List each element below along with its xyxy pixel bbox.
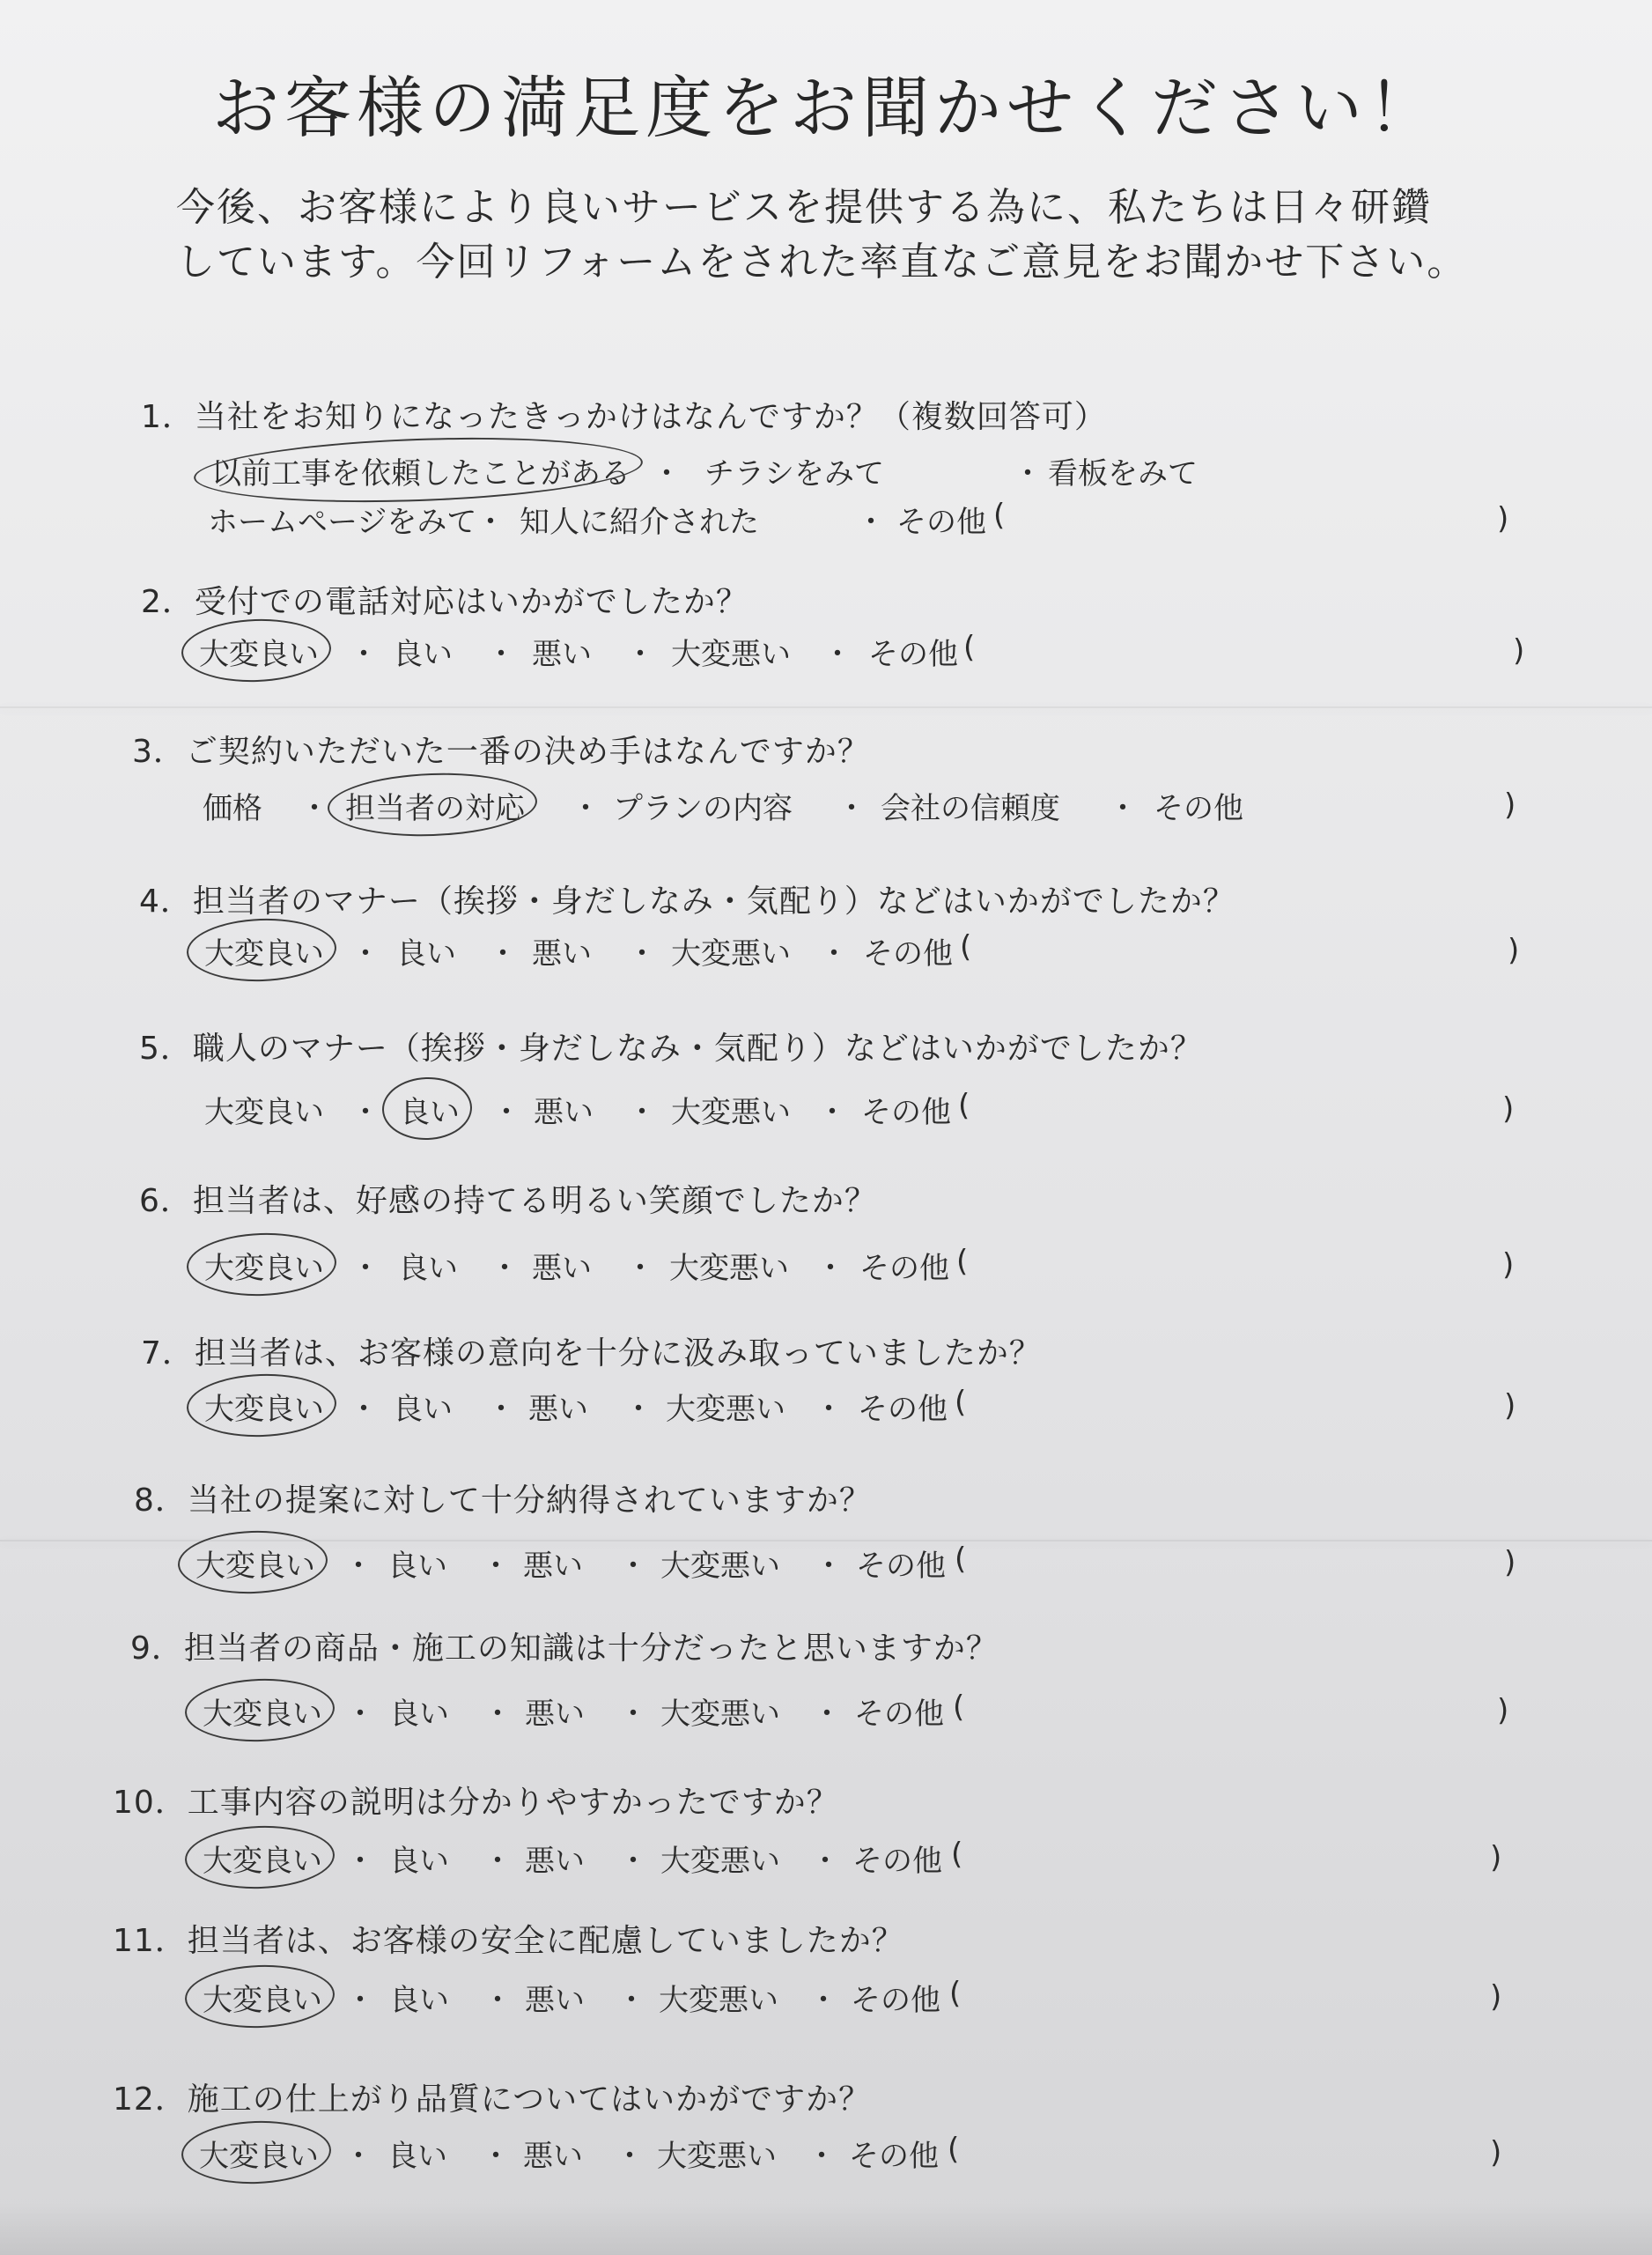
separator-dot: ・ — [615, 2139, 645, 2174]
question-10-option[interactable]: 悪い — [525, 1844, 585, 1879]
question-2-label: 2．受付での電話対応はいかがでしたか？ — [141, 584, 749, 620]
question-10-option-selected[interactable]: 大変良い — [203, 1837, 322, 1880]
separator-dot: ・ — [345, 1983, 375, 2018]
separator-dot: ・ — [652, 456, 682, 492]
question-11-option[interactable]: 良い — [389, 1983, 449, 2018]
question-9-option[interactable]: 悪い — [525, 1697, 585, 1732]
question-6-option[interactable]: 大変悪い — [669, 1251, 789, 1286]
question-11-option-selected[interactable]: 大変良い — [203, 1976, 322, 2019]
paren-open: ( — [955, 1385, 967, 1420]
separator-dot: ・ — [350, 936, 380, 972]
separator-dot: ・ — [350, 1251, 380, 1286]
separator-dot: ・ — [343, 2139, 373, 2174]
question-3-option[interactable]: 会社の信頼度 — [881, 791, 1060, 826]
separator-dot: ・ — [483, 1983, 513, 2018]
paren-close: ) — [1502, 1091, 1515, 1127]
question-8-option[interactable]: 大変悪い — [660, 1549, 780, 1584]
question-4-option[interactable]: 良い — [396, 936, 456, 972]
intro-text — [176, 181, 1550, 290]
question-1-option[interactable]: チラシをみて — [704, 456, 884, 492]
question-5-label: 5．職人のマナー（挨拶・身だしなみ・気配り）などはいかがでしたか？ — [139, 1031, 1203, 1067]
question-3-label: 3．ご契約いただいた一番の決め手はなんですか？ — [132, 734, 870, 770]
question-2-option-selected[interactable]: 大変良い — [199, 630, 319, 673]
question-3-option[interactable]: その他 — [1154, 791, 1243, 826]
separator-dot: ・ — [817, 1095, 847, 1130]
separator-dot: ・ — [486, 637, 516, 672]
question-7-option[interactable]: その他 — [858, 1392, 948, 1427]
question-9-option[interactable]: 良い — [389, 1697, 449, 1732]
separator-dot: ・ — [571, 791, 601, 826]
paren-close: ) — [1497, 501, 1509, 536]
separator-dot: ・ — [483, 1697, 513, 1732]
paren-open: ( — [958, 1088, 970, 1123]
question-8-option[interactable]: 良い — [387, 1549, 447, 1584]
paren-open: ( — [956, 1244, 969, 1279]
question-4-option-selected[interactable]: 大変良い — [204, 929, 324, 972]
separator-dot: ・ — [481, 2139, 511, 2174]
question-8-option[interactable]: その他 — [856, 1549, 946, 1584]
question-7-option[interactable]: 悪い — [528, 1392, 588, 1427]
question-1-option[interactable]: 看板をみて — [1048, 456, 1198, 492]
question-7-option[interactable]: 大変悪い — [666, 1392, 785, 1427]
paren-close: ) — [1508, 933, 1520, 968]
separator-dot: ・ — [616, 1983, 646, 2018]
paper-fold — [0, 706, 1652, 708]
separator-dot: ・ — [476, 505, 505, 540]
question-9-option[interactable]: 大変悪い — [660, 1697, 780, 1732]
paren-open: ( — [993, 498, 1006, 533]
question-12-option[interactable]: その他 — [849, 2139, 939, 2174]
question-12-option[interactable]: 良い — [387, 2139, 447, 2174]
separator-dot: ・ — [814, 1549, 844, 1584]
separator-dot: ・ — [625, 637, 655, 672]
paper-shadow — [0, 2202, 1652, 2255]
separator-dot: ・ — [625, 1251, 655, 1286]
separator-dot: ・ — [627, 936, 657, 972]
question-4-option[interactable]: 大変悪い — [671, 936, 791, 972]
separator-dot: ・ — [299, 791, 329, 826]
separator-dot: ・ — [856, 505, 886, 540]
separator-dot: ・ — [488, 936, 518, 972]
question-2-option[interactable]: その他 — [868, 637, 958, 672]
separator-dot: ・ — [491, 1095, 521, 1130]
paren-close: ) — [1502, 1247, 1515, 1283]
paren-close: ) — [1504, 1388, 1516, 1423]
question-5-option[interactable]: 大変悪い — [671, 1095, 791, 1130]
paren-close: ) — [1497, 1693, 1509, 1728]
separator-dot: ・ — [349, 637, 379, 672]
page-title: お客様の満足度をお聞かせください！ — [212, 69, 1440, 147]
question-10-option[interactable]: 良い — [389, 1844, 449, 1879]
separator-dot: ・ — [627, 1095, 657, 1130]
separator-dot: ・ — [345, 1697, 375, 1732]
separator-dot: ・ — [1013, 456, 1043, 492]
question-1-label: 1．当社をお知りになったきっかけはなんですか？（複数回答可） — [141, 399, 1107, 435]
question-11-option[interactable]: その他 — [851, 1983, 940, 2018]
separator-dot: ・ — [812, 1697, 842, 1732]
separator-dot: ・ — [345, 1844, 375, 1879]
paren-open: ( — [948, 2132, 960, 2167]
question-8-label: 8．当社の提案に対して十分納得されていますか？ — [134, 1482, 872, 1519]
paren-close: ) — [1504, 1545, 1516, 1580]
question-2-option[interactable]: 悪い — [532, 637, 592, 672]
question-5-option[interactable]: 悪い — [534, 1095, 594, 1130]
paren-open: ( — [955, 1542, 967, 1577]
separator-dot: ・ — [819, 936, 849, 972]
question-6-option[interactable]: 悪い — [532, 1251, 592, 1286]
separator-dot: ・ — [343, 1549, 373, 1584]
separator-dot: ・ — [350, 1095, 380, 1130]
question-6-option[interactable]: その他 — [859, 1251, 949, 1286]
question-5-option-selected[interactable]: 良い — [400, 1088, 460, 1131]
paren-open: ( — [949, 1976, 962, 2011]
separator-dot: ・ — [481, 1549, 511, 1584]
paren-open: ( — [963, 630, 976, 665]
question-4-option[interactable]: 悪い — [532, 936, 592, 972]
question-11-label: 11．担当者は、お客様の安全に配慮していましたか？ — [113, 1923, 904, 1959]
paren-close: ) — [1513, 633, 1525, 669]
question-6-option-selected[interactable]: 大変良い — [204, 1244, 324, 1287]
separator-dot: ・ — [618, 1697, 648, 1732]
paren-close: ) — [1504, 787, 1516, 823]
question-11-option[interactable]: 大変悪い — [659, 1983, 778, 2018]
separator-dot: ・ — [483, 1844, 513, 1879]
question-2-option[interactable]: 大変悪い — [671, 637, 791, 672]
separator-dot: ・ — [623, 1392, 653, 1427]
separator-dot: ・ — [808, 1983, 838, 2018]
question-5-option[interactable]: 大変良い — [204, 1095, 324, 1130]
question-9-label: 9．担当者の商品・施工の知識は十分だったと思いますか？ — [130, 1630, 999, 1667]
question-1-option[interactable]: 知人に紹介された — [520, 505, 759, 540]
paren-open: ( — [951, 1837, 963, 1872]
question-10-option[interactable]: その他 — [852, 1844, 942, 1879]
question-3-option-selected[interactable]: 担当者の対応 — [345, 784, 525, 827]
question-1-option[interactable]: その他 — [896, 505, 986, 540]
question-3-option[interactable]: 価格 — [203, 791, 262, 826]
question-9-option[interactable]: その他 — [854, 1697, 944, 1732]
intro-line: しています。今回リフォームをされた率直なご意見をお聞かせ下さい。 — [176, 240, 1468, 285]
question-2-option[interactable]: 良い — [393, 637, 453, 672]
question-3-option[interactable]: プランの内容 — [613, 791, 793, 826]
question-4-label: 4．担当者のマナー（挨拶・身だしなみ・気配り）などはいかがでしたか？ — [139, 884, 1235, 920]
separator-dot: ・ — [815, 1251, 845, 1286]
separator-dot: ・ — [349, 1392, 379, 1427]
question-7-option[interactable]: 良い — [393, 1392, 453, 1427]
question-5-option[interactable]: その他 — [861, 1095, 951, 1130]
question-8-option-selected[interactable]: 大変良い — [195, 1542, 315, 1585]
question-12-label: 12．施工の仕上がり品質についてはいかがですか？ — [113, 2081, 872, 2118]
question-10-option[interactable]: 大変悪い — [660, 1844, 780, 1879]
separator-dot: ・ — [837, 791, 867, 826]
question-1-option[interactable]: ホームページをみて — [208, 505, 477, 540]
paren-open: ( — [960, 929, 972, 965]
paren-open: ( — [953, 1689, 965, 1725]
separator-dot: ・ — [1108, 791, 1138, 826]
question-7-option-selected[interactable]: 大変良い — [204, 1385, 324, 1428]
paren-close: ) — [1490, 2135, 1502, 2170]
separator-dot: ・ — [810, 1844, 840, 1879]
separator-dot: ・ — [490, 1251, 520, 1286]
question-11-option[interactable]: 悪い — [525, 1983, 585, 2018]
separator-dot: ・ — [822, 637, 852, 672]
separator-dot: ・ — [807, 2139, 837, 2174]
question-1-option-selected[interactable]: 以前工事を依頼したことがある — [211, 449, 631, 492]
question-8-option[interactable]: 悪い — [523, 1549, 583, 1584]
question-7-label: 7．担当者は、お客様の意向を十分に汲み取っていましたか？ — [141, 1335, 1042, 1371]
question-9-option-selected[interactable]: 大変良い — [203, 1689, 322, 1733]
question-12-option[interactable]: 悪い — [523, 2139, 583, 2174]
question-6-option[interactable]: 良い — [398, 1251, 458, 1286]
paren-close: ) — [1490, 1840, 1502, 1875]
question-6-label: 6．担当者は、好感の持てる明るい笑顔でしたか？ — [139, 1183, 877, 1219]
separator-dot: ・ — [486, 1392, 516, 1427]
separator-dot: ・ — [814, 1392, 844, 1427]
question-12-option[interactable]: 大変悪い — [657, 2139, 777, 2174]
paren-close: ) — [1490, 1979, 1502, 2015]
question-10-label: 10．工事内容の説明は分かりやすかったですか？ — [113, 1785, 839, 1821]
question-12-option-selected[interactable]: 大変良い — [199, 2132, 319, 2175]
separator-dot: ・ — [618, 1549, 648, 1584]
question-4-option[interactable]: その他 — [863, 936, 953, 972]
separator-dot: ・ — [618, 1844, 648, 1879]
intro-line: 今後、お客様により良いサービスを提供する為に、私たちは日々研鑽 — [176, 185, 1432, 230]
